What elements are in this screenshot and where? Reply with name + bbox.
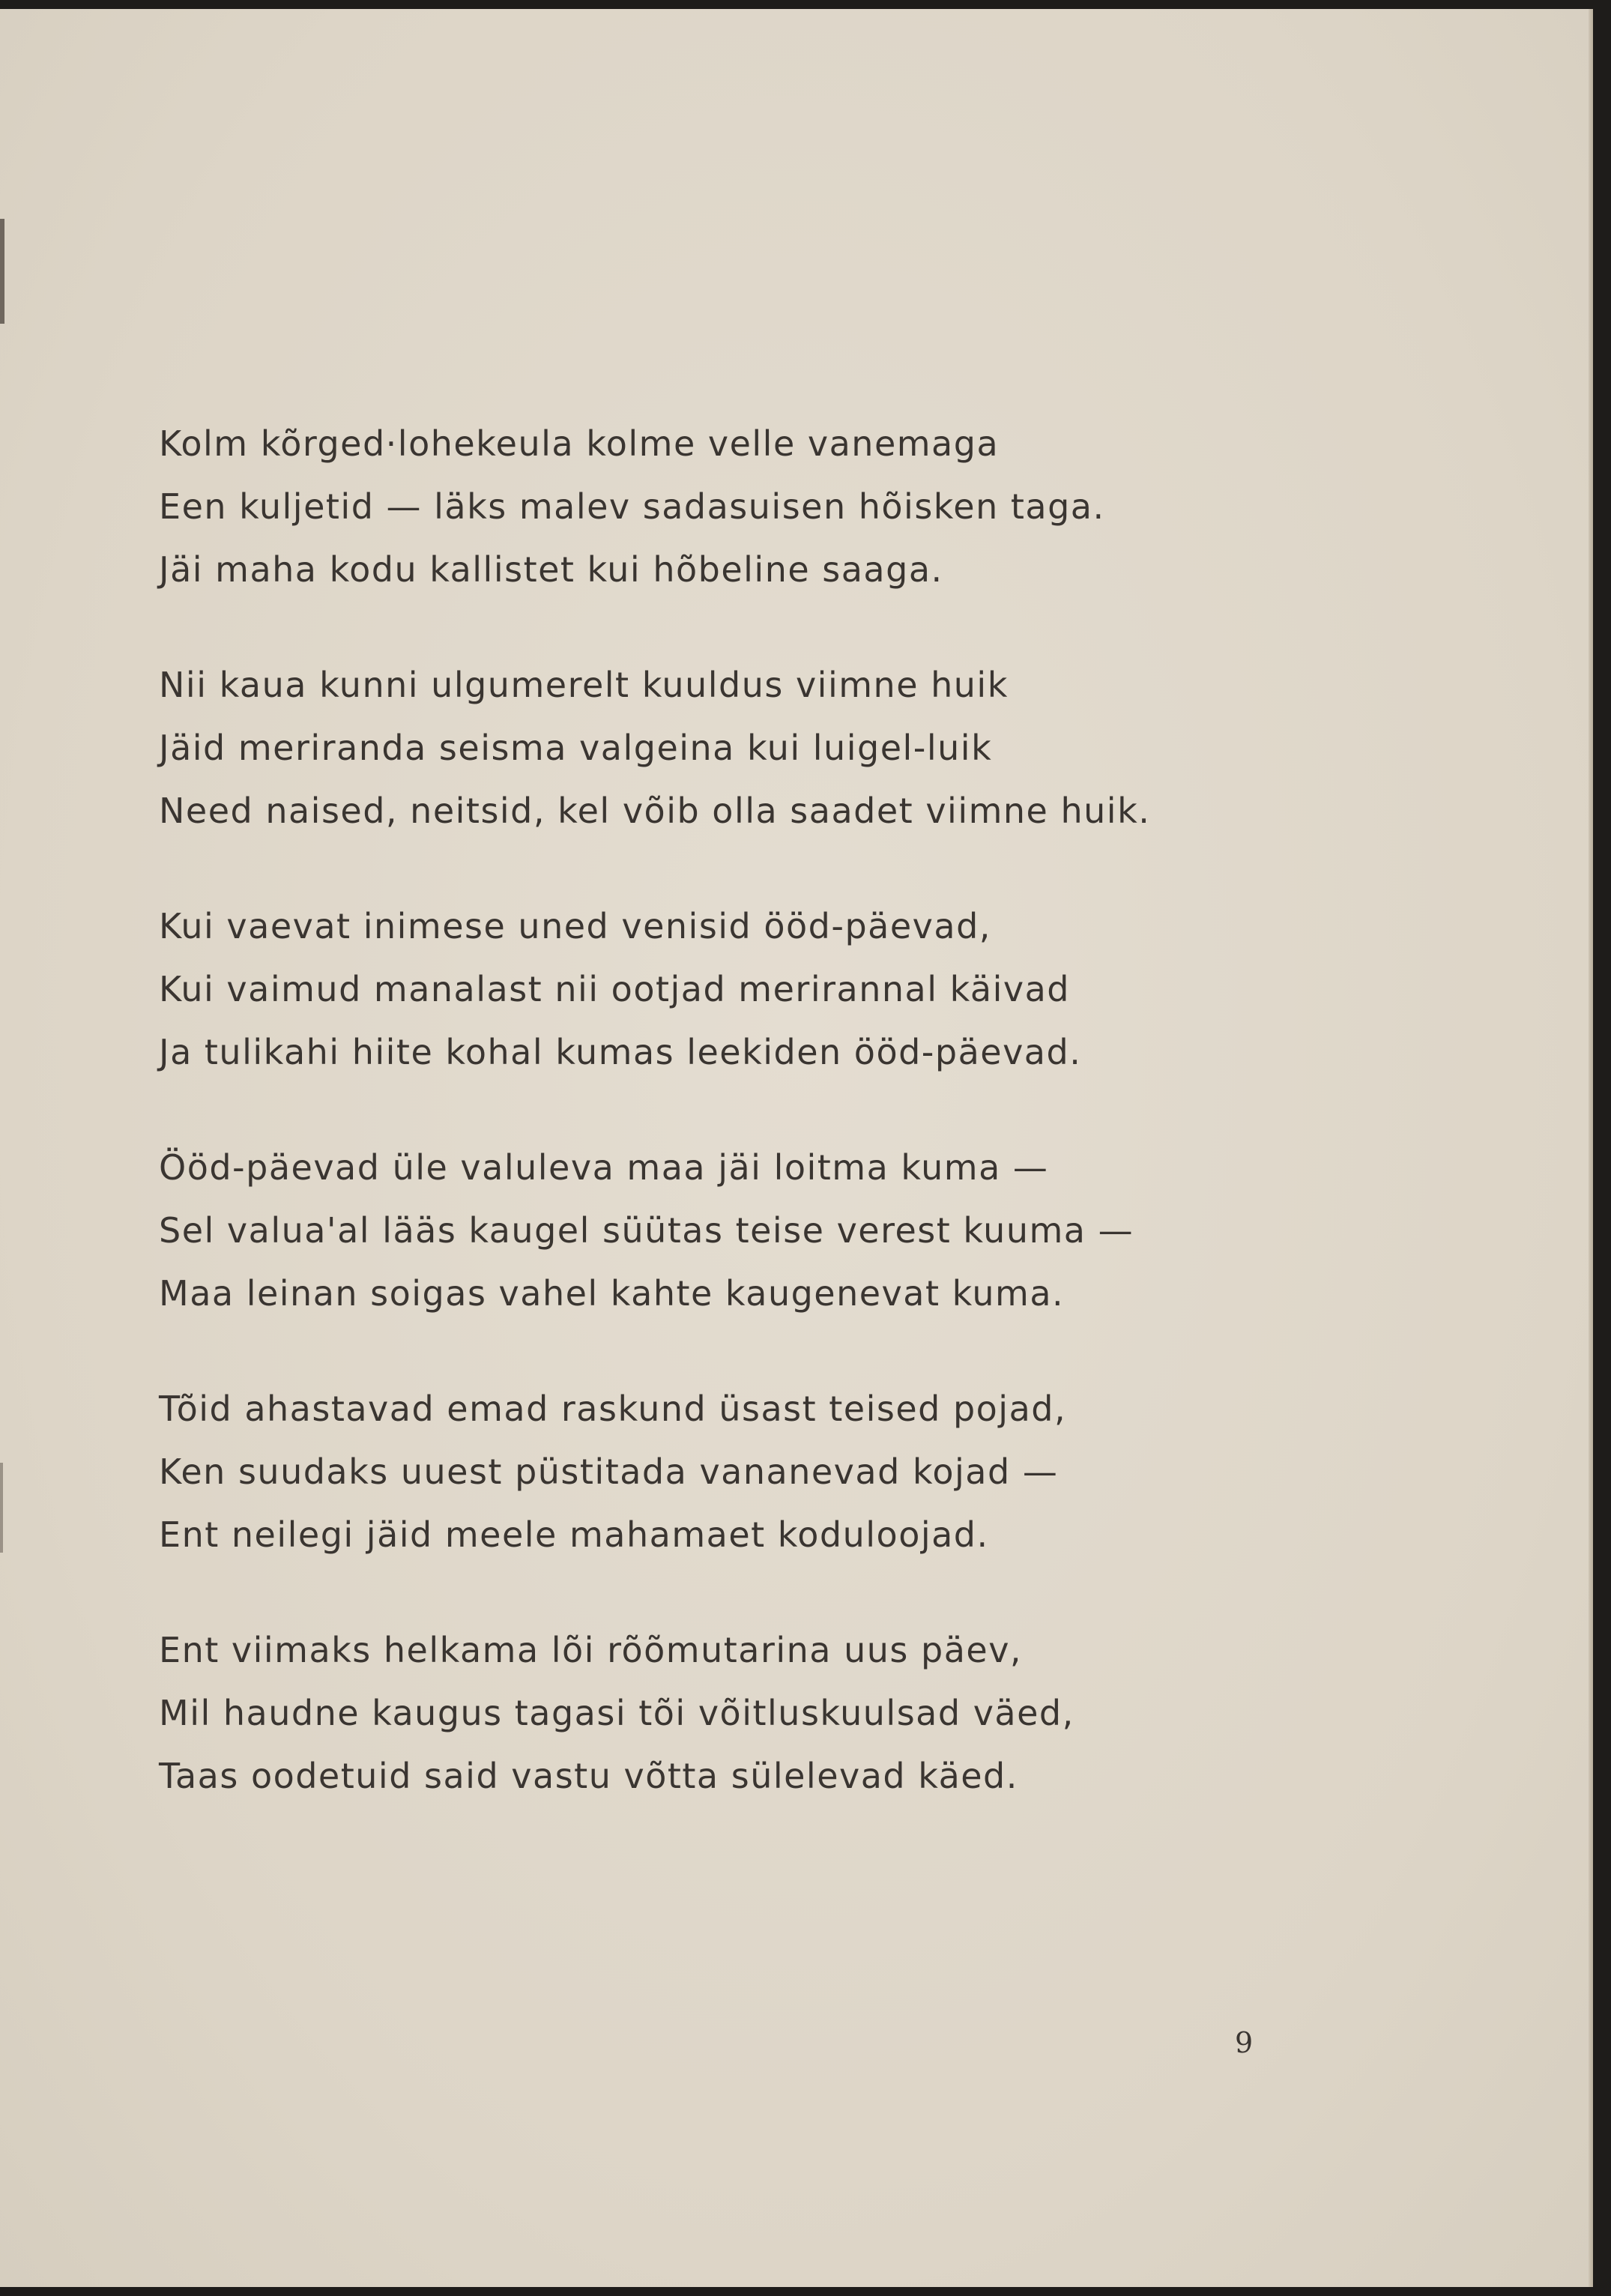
- page-number: 9: [1235, 2026, 1254, 2059]
- stanza: [159, 412, 1313, 601]
- poem-line: Sel valua'al lääs kaugel süütas teise verest kuuma —: [159, 1210, 1134, 1251]
- poem-line: Kui vaimud manalast nii ootjad merirannal käivad: [159, 969, 1071, 1009]
- stanza: [159, 895, 1313, 1084]
- poem-line: Ken suudaks uuest püstitada vananevad kojad —: [159, 1451, 1059, 1492]
- poem-line: Taas oodetuid said vastu võtta sülelevad käed.: [159, 1756, 1018, 1796]
- stanza: [159, 1619, 1313, 1807]
- poem-line: Ööd-päevad üle valuleva maa jäi loitma kuma —: [159, 1147, 1049, 1188]
- poem-line: Tõid ahastavad emad raskund üsast teised pojad,: [159, 1389, 1067, 1429]
- poem-line: Need naised, neitsid, kel võib olla saadet viimne huik.: [159, 791, 1151, 831]
- book-page: [0, 9, 1593, 2287]
- poem: [159, 412, 1313, 1860]
- poem-line: Mil haudne kaugus tagasi tõi võitluskuulsad väed,: [159, 1693, 1074, 1733]
- poem-line: Ja tulikahi hiite kohal kumas leekiden ööd-päevad.: [159, 1032, 1082, 1072]
- poem-line: Jäid meriranda seisma valgeina kui luigel-luik: [159, 728, 993, 768]
- margin-mark: [0, 219, 4, 324]
- stanza: [159, 1136, 1313, 1325]
- poem-line: Kolm kõrged·lohekeula kolme velle vanemaga: [159, 423, 1000, 464]
- poem-line: Ent neilegi jäid meele mahamaet koduloojad.: [159, 1514, 989, 1555]
- poem-line: Jäi maha kodu kallistet kui hõbeline saaga.: [159, 549, 943, 590]
- stanza: [159, 653, 1313, 842]
- poem-line: Kui vaevat inimese uned venisid ööd-päevad,: [159, 906, 991, 946]
- margin-mark: [0, 1463, 3, 1553]
- poem-line: Nii kaua kunni ulgumerelt kuuldus viimne huik: [159, 665, 1009, 705]
- stanza: [159, 1377, 1313, 1566]
- poem-line: Ent viimaks helkama lõi rõõmutarina uus päev,: [159, 1630, 1023, 1670]
- poem-line: Een kuljetid — läks malev sadasuisen hõisken taga.: [159, 486, 1105, 527]
- poem-line: Maa leinan soigas vahel kahte kaugenevat kuma.: [159, 1273, 1065, 1314]
